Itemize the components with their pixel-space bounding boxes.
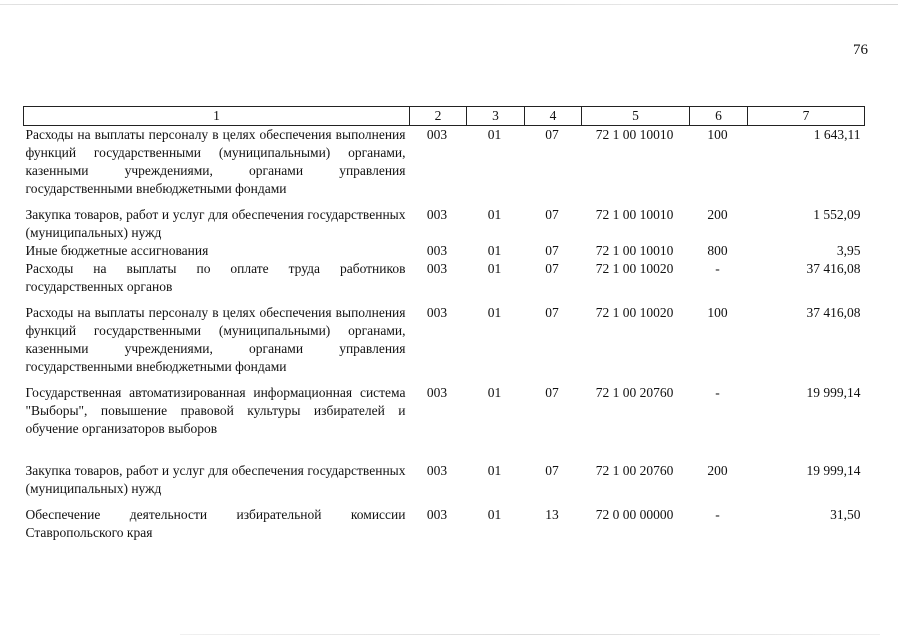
row-code-target: 72 1 00 10010	[595, 243, 674, 258]
scan-edge-bottom	[180, 634, 880, 635]
row-code-section: 01	[487, 261, 502, 276]
column-header-3: 3	[467, 107, 525, 126]
table-row	[24, 260, 865, 304]
row-amount: 37 416,08	[806, 261, 861, 276]
column-header-1: 1	[24, 107, 410, 126]
table-row	[24, 242, 865, 260]
row-description: Расходы на выплаты персоналу в целях обеспечения выполнения функций государственными (муниципальными) органами, казенными учреждениями, органами управления государственными внебюджетными фондами	[25, 305, 406, 374]
row-code-subsection: 13	[545, 507, 559, 522]
row-description: Закупка товаров, работ и услуг для обеспечения государственных (муниципальных) нужд	[25, 463, 406, 496]
row-code-section: 01	[487, 385, 502, 400]
row-code-section: 01	[487, 127, 502, 142]
row-code-section: 01	[487, 207, 502, 222]
row-description: Обеспечение деятельности избирательной комиссии Ставропольского края	[25, 507, 406, 540]
column-header-4: 4	[525, 107, 582, 126]
row-code-target: 72 1 00 20760	[595, 463, 674, 478]
column-number-row	[24, 107, 865, 126]
scan-edge-top	[0, 4, 898, 5]
row-code-target: 72 1 00 10020	[595, 305, 674, 320]
row-amount: 37 416,08	[806, 305, 861, 320]
table-row	[24, 206, 865, 242]
row-code-subsection: 07	[545, 243, 559, 258]
row-code-subsection: 07	[545, 207, 559, 222]
row-code-target: 72 1 00 20760	[595, 385, 674, 400]
row-code-ministry: 003	[426, 385, 448, 400]
row-code-subsection: 07	[545, 261, 559, 276]
row-amount: 19 999,14	[806, 463, 861, 478]
row-code-expense-type: 800	[707, 243, 728, 258]
row-code-expense-type: 100	[707, 127, 728, 142]
table-row	[24, 126, 865, 207]
column-header-2: 2	[410, 107, 467, 126]
budget-table	[23, 106, 865, 542]
table-row	[24, 506, 865, 542]
row-code-section: 01	[487, 305, 502, 320]
row-code-expense-type: -	[715, 385, 720, 400]
row-code-ministry: 003	[426, 305, 448, 320]
row-code-ministry: 003	[426, 261, 448, 276]
row-code-expense-type: 200	[707, 207, 728, 222]
row-code-section: 01	[487, 507, 502, 522]
row-code-subsection: 07	[545, 127, 559, 142]
row-amount: 19 999,14	[806, 385, 861, 400]
column-header-7: 7	[748, 107, 865, 126]
row-amount: 3,95	[836, 243, 861, 258]
page-number: 76	[853, 42, 868, 58]
row-code-expense-type: -	[715, 507, 720, 522]
row-description: Иные бюджетные ассигнования	[25, 243, 209, 258]
row-code-ministry: 003	[426, 463, 448, 478]
table-row	[24, 384, 865, 462]
table-row	[24, 462, 865, 506]
row-description: Государственная автоматизированная информационная система "Выборы", повышение правовой культуры избирателей и обучение организаторов выборов	[25, 385, 406, 436]
row-code-ministry: 003	[426, 127, 448, 142]
row-amount: 31,50	[830, 507, 861, 522]
row-code-expense-type: -	[715, 261, 720, 276]
row-code-ministry: 003	[426, 507, 448, 522]
row-description: Расходы на выплаты персоналу в целях обеспечения выполнения функций государственными (муниципальными) органами, казенными учреждениями, органами управления государственными внебюджетными фондами	[25, 127, 406, 196]
row-code-expense-type: 100	[707, 305, 728, 320]
table-row	[24, 304, 865, 384]
row-code-subsection: 07	[545, 463, 559, 478]
row-code-target: 72 1 00 10010	[595, 127, 674, 142]
row-code-subsection: 07	[545, 385, 559, 400]
row-code-target: 72 1 00 10010	[595, 207, 674, 222]
row-code-section: 01	[487, 243, 502, 258]
row-code-target: 72 1 00 10020	[595, 261, 674, 276]
row-description: Закупка товаров, работ и услуг для обеспечения государственных (муниципальных) нужд	[25, 207, 406, 240]
row-code-expense-type: 200	[707, 463, 728, 478]
row-description: Расходы на выплаты по оплате труда работников государственных органов	[25, 261, 406, 294]
column-header-5: 5	[582, 107, 690, 126]
row-code-subsection: 07	[545, 305, 559, 320]
row-code-section: 01	[487, 463, 502, 478]
row-amount: 1 643,11	[813, 127, 861, 142]
row-code-ministry: 003	[426, 207, 448, 222]
column-header-6: 6	[690, 107, 748, 126]
row-amount: 1 552,09	[813, 207, 861, 222]
row-code-ministry: 003	[426, 243, 448, 258]
row-code-target: 72 0 00 00000	[595, 507, 674, 522]
